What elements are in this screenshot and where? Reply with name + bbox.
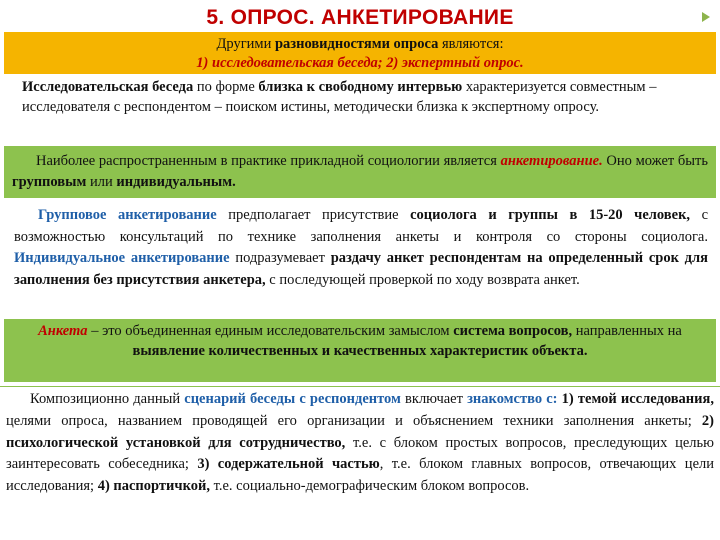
text: Композиционно данный [30,391,185,407]
text-bold: 2) психологической установкой для сотрудничество, [6,412,714,451]
text: целями опроса, названием проводящей его организации и объяснением техники заполнения анкеты; [6,412,702,429]
text: с возможностью консультаций по технике заполнения анкеты и контроля со стороны социолога. [14,207,709,245]
term: знакомство с: [467,391,558,407]
text: включает [400,391,468,407]
slide-title: 5. ОПРОС. АНКЕТИРОВАНИЕ [206,6,514,29]
text-bold: система вопросов, [453,323,573,339]
text: Другими [216,36,275,52]
text: Наиболее распространенным в практике прикладной социологии является [36,153,501,169]
term: Индивидуальное анкетирование [14,250,230,267]
text-bold: разновидностями опроса [274,36,439,52]
divider [0,386,720,387]
text: т.е. социально-демографическим блоком вопросов. [209,478,530,495]
group-individual-paragraph [14,205,708,315]
text-bold: выявление количественных и качественных характеристик объекта. [132,343,588,359]
types-of-survey-box [4,32,716,74]
types-line [4,35,716,54]
text-bold: групповым [12,174,87,190]
text: направленных на [572,323,682,339]
term: сценарий беседы с респондентом [184,391,401,407]
text: или [86,174,117,190]
term: Анкета [38,323,88,339]
types-list: 1) исследовательская беседа; 2) экспертный опрос. [196,55,524,71]
text: характеризуется совместным – исследователя с респондентом – поиском истины, методически близка к экспертному опросу. [22,79,657,115]
text-bold: близка к свободному интервью [258,79,463,95]
text: Оно может быть [602,153,709,169]
questionnaire-definition-box [4,319,716,382]
term: анкетирование. [500,153,603,169]
text: по форме [193,79,259,95]
text-bold: 3) содержательной частью [197,456,380,473]
term: Групповое анкетирование [38,207,217,223]
conversation-scenario-paragraph [6,389,714,519]
text-bold: 4) паспортичкой, [97,478,210,495]
text: – это объединенная единым исследовательским замыслом [87,323,454,339]
text: предполагает присутствие [216,207,411,223]
term: Исследовательская беседа [22,79,194,95]
text: т.е. с блоком простых вопросов, преследующих целью заинтересовать собеседника; [6,434,714,473]
text: , т.е. блоком главных вопросов, отвечающих цели исследования; [6,456,714,495]
text-bold: раздачу анкет респондентам на определенный срок для заполнения без присутствия анкетера, [14,250,708,288]
text-bold: индивидуальным. [116,174,236,190]
text: являются: [438,36,504,52]
text-bold: 1) темой исследования, [557,391,714,407]
text-bold: социолога и группы в 15-20 человек, [410,207,691,223]
questionnaire-types-box [4,146,716,198]
text: с последующей проверкой по ходу возврата анкет. [265,271,580,288]
research-conversation-paragraph [22,77,712,139]
arrow-icon [702,12,710,22]
text: подразумевает [229,250,331,267]
